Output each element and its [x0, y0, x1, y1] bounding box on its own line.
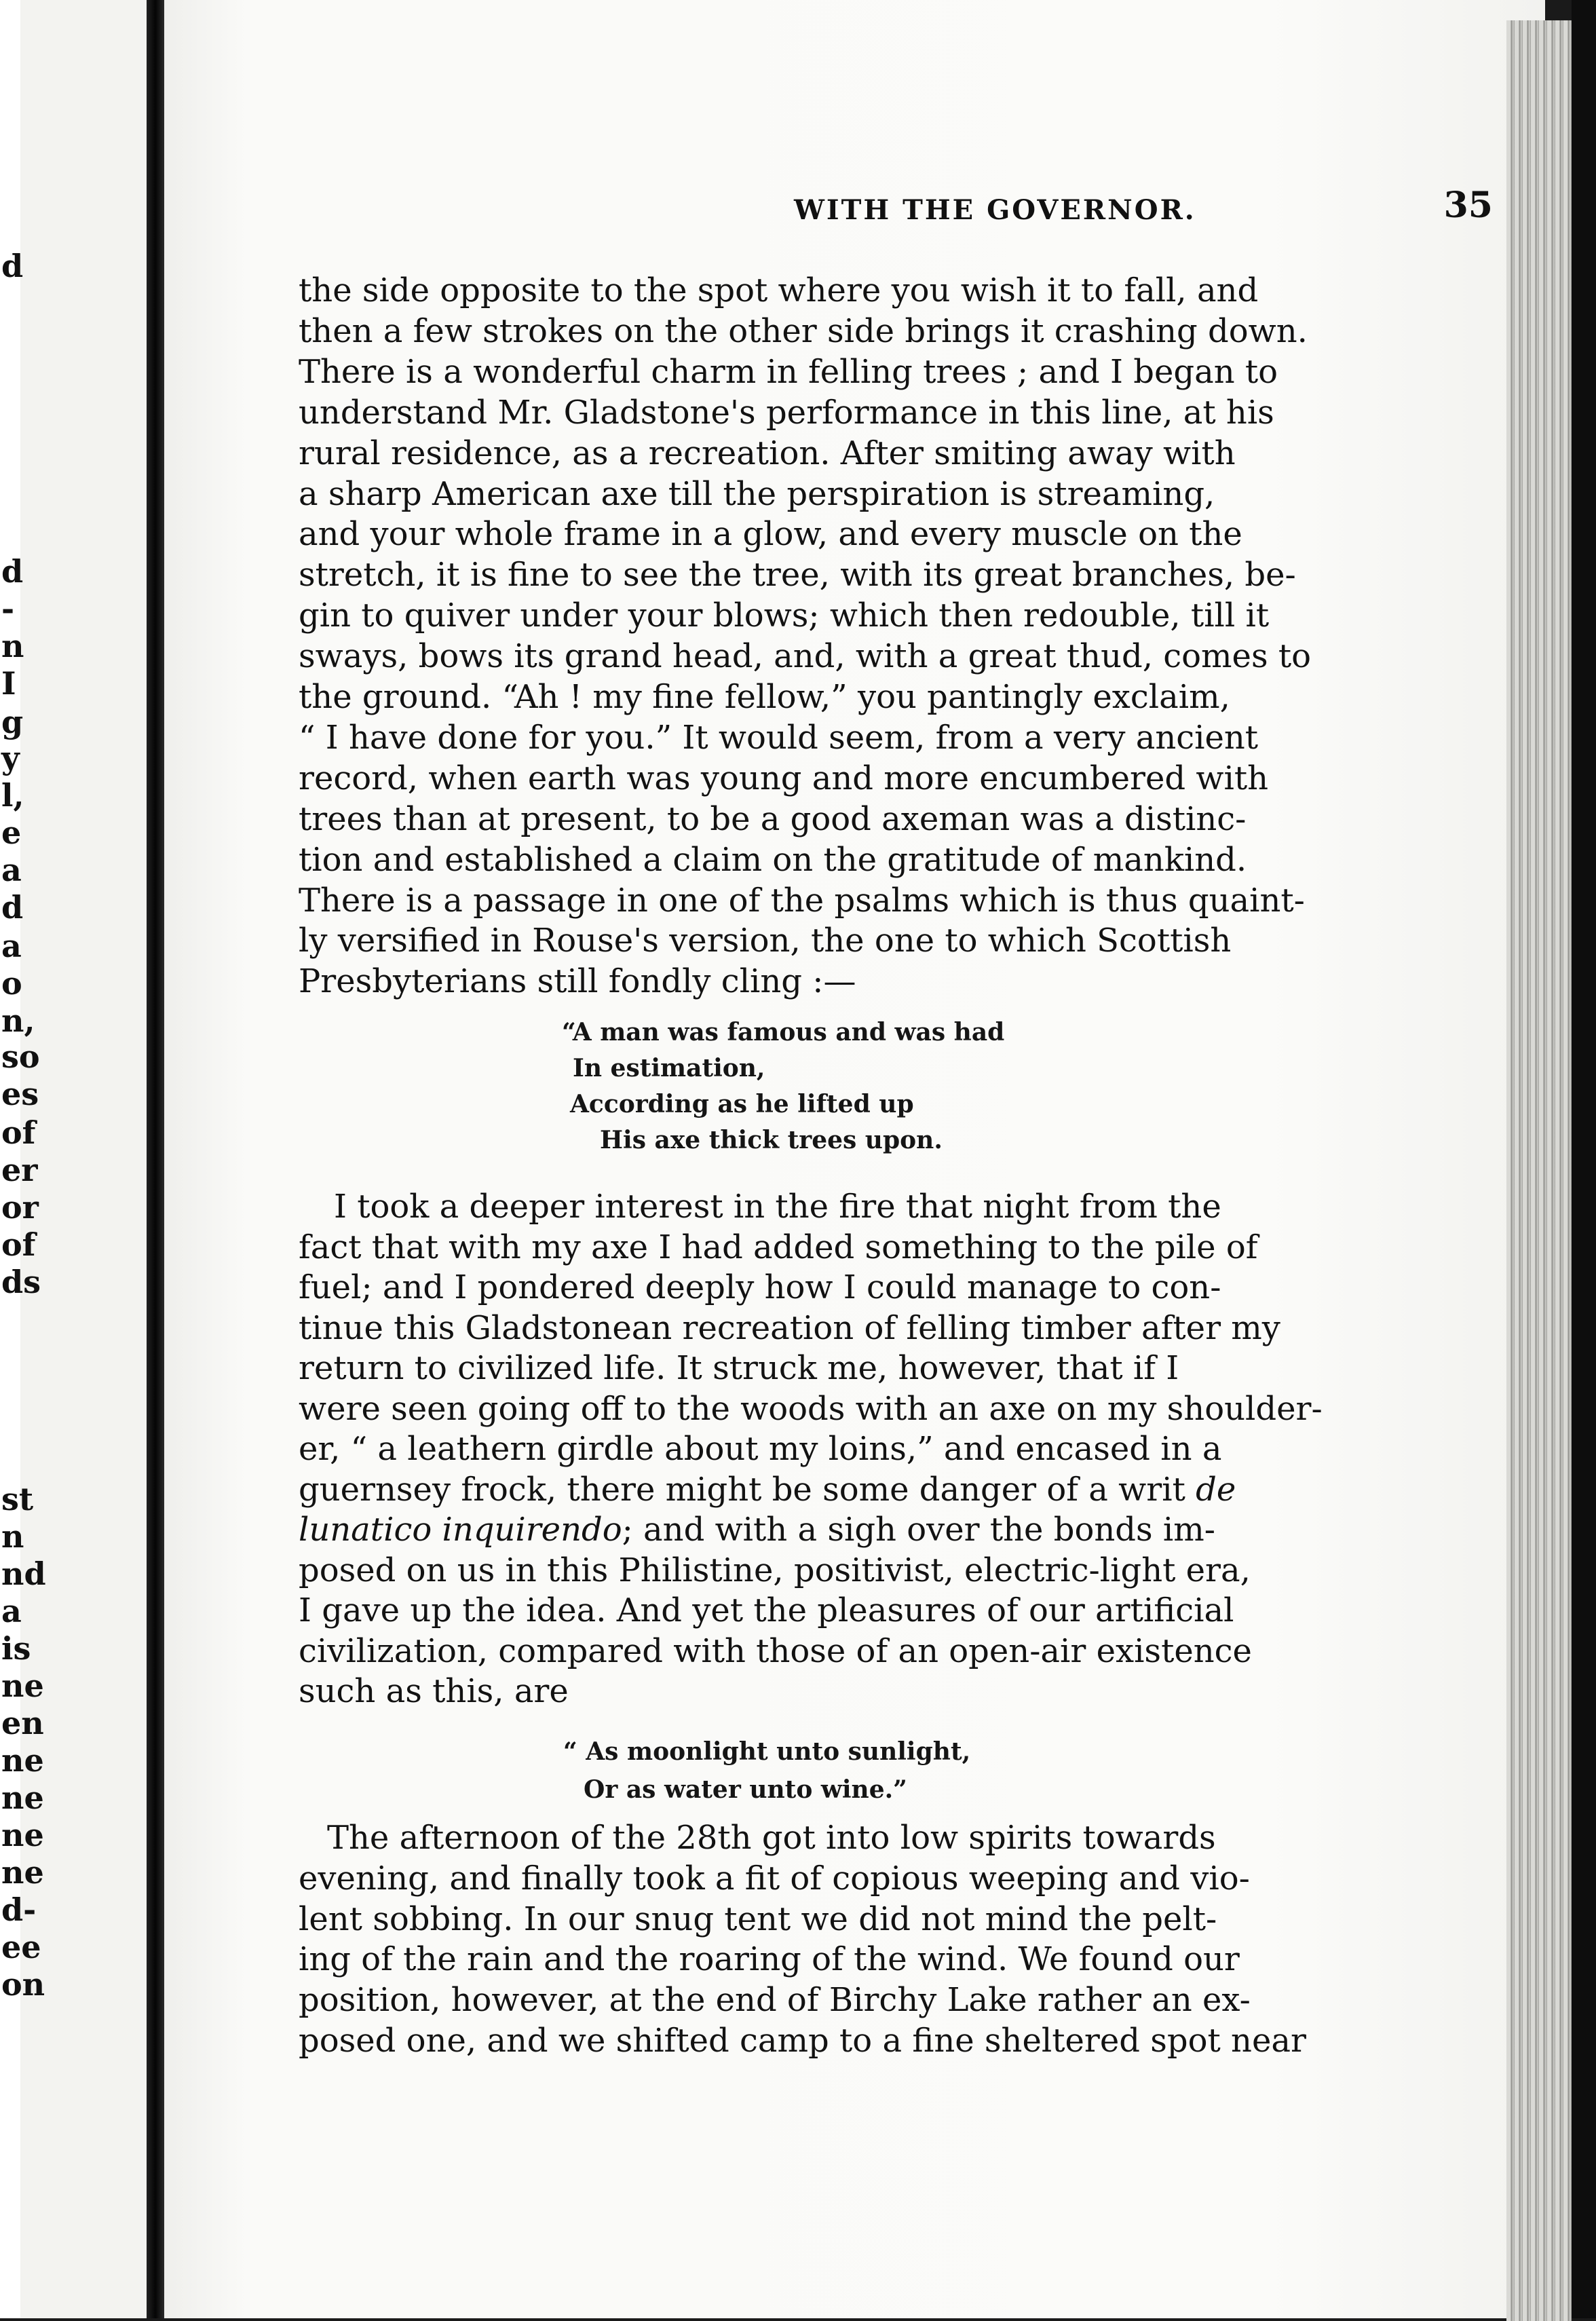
left-page-fragment: e	[1, 814, 22, 851]
left-page-fragment: d-	[1, 1891, 37, 1928]
left-page-fragment: d	[1, 553, 24, 590]
paragraph-2-line: were seen going off to the woods with an axe on my shoulder-	[299, 1389, 1323, 1428]
left-page-fragment: ee	[1, 1929, 41, 1965]
paragraph-2-line: I gave up the idea. And yet the pleasures of our artificial	[299, 1591, 1234, 1629]
verse-1-line: His axe thick trees upon.	[600, 1126, 943, 1154]
paragraph-2-line: lunatico inquirendo; and with a sigh over the bonds im-	[299, 1511, 1215, 1549]
left-page-fragment: nd	[1, 1555, 46, 1592]
left-page-fragment: -	[1, 590, 15, 627]
left-page-fragment: d	[1, 889, 24, 926]
left-page-fragment: or	[1, 1189, 39, 1226]
left-facing-page	[0, 0, 151, 2318]
paragraph-3-line: The afternoon of the 28th got into low spirits towards	[327, 1819, 1216, 1857]
paragraph-2-line: return to civilized life. It struck me, however, that if I	[299, 1349, 1179, 1387]
book-page	[164, 0, 1545, 2318]
running-head: WITH THE GOVERNOR.	[794, 194, 1196, 226]
left-page-fragment: I	[1, 665, 16, 702]
paragraph-1-line: Presbyterians still fondly cling :—	[299, 962, 856, 1001]
verse-1-line: “A man was famous and was had	[562, 1018, 1005, 1046]
paragraph-2-line: posed on us in this Philistine, positivist, electric-light era,	[299, 1551, 1251, 1589]
left-page-fragment: ds	[1, 1264, 41, 1300]
paragraph-1-line: There is a wonderful charm in felling trees ; and I began to	[299, 352, 1278, 391]
paragraph-2-line: fuel; and I pondered deeply how I could manage to con-	[299, 1268, 1221, 1306]
page-stack-edges	[1506, 20, 1572, 2321]
left-page-fragment: ne	[1, 1667, 44, 1704]
left-page-fragment: ne	[1, 1817, 44, 1853]
paragraph-1-line: stretch, it is fine to see the tree, with its great branches, be-	[299, 556, 1296, 595]
paragraph-1-line: trees than at present, to be a good axeman was a distinc-	[299, 799, 1247, 838]
paragraph-1-line: then a few strokes on the other side brings it crashing down.	[299, 312, 1308, 350]
verse-1-line: In estimation,	[573, 1054, 765, 1082]
paragraph-1-line: ly versified in Rouse's version, the one to which Scottish	[299, 922, 1232, 960]
left-page-fragment: of	[1, 1114, 36, 1151]
paragraph-2-line: such as this, are	[299, 1672, 569, 1710]
left-page-fragment: es	[1, 1076, 39, 1112]
left-page-fragment: on	[1, 1966, 45, 2003]
left-page-fragment: n,	[1, 1002, 35, 1039]
left-page-fragment: y	[1, 740, 20, 776]
paragraph-1-line: a sharp American axe till the perspiration is streaming,	[299, 474, 1215, 513]
verse-1-line: According as he lifted up	[570, 1090, 914, 1118]
book-gutter	[147, 0, 164, 2318]
left-page-fragment: n	[1, 628, 24, 664]
left-page-fragment: ne	[1, 1742, 44, 1779]
left-page-fragment: of	[1, 1226, 36, 1263]
paragraph-1-line: and your whole frame in a glow, and every muscle on the	[299, 515, 1242, 554]
left-page-fragment: a	[1, 1593, 22, 1629]
paragraph-1-line: the ground. “Ah ! my fine fellow,” you pantingly exclaim,	[299, 678, 1230, 716]
paragraph-1-line: rural residence, as a recreation. After smiting away with	[299, 434, 1236, 472]
page-body	[164, 0, 1545, 2318]
paragraph-3-line: posed one, and we shifted camp to a fine sheltered spot near	[299, 2022, 1306, 2060]
left-page-fragment: so	[1, 1038, 40, 1075]
left-page-fragment: a	[1, 928, 22, 964]
paragraph-1-line: understand Mr. Gladstone's performance in this line, at his	[299, 393, 1274, 432]
paragraph-1-line: gin to quiver under your blows; which then redouble, till it	[299, 597, 1270, 635]
paragraph-1-line: sways, bows its grand head, and, with a great thud, comes to	[299, 637, 1312, 676]
verse-2-line: “ As moonlight unto sunlight,	[563, 1737, 971, 1766]
paragraph-1-line: There is a passage in one of the psalms which is thus quaint-	[299, 881, 1305, 920]
left-page-fragment: o	[1, 965, 22, 1002]
paragraph-1-line: tion and established a claim on the gratitude of mankind.	[299, 840, 1247, 879]
paragraph-1-line: “ I have done for you.” It would seem, from a very ancient	[299, 718, 1259, 757]
left-page-fragment: er	[1, 1152, 38, 1188]
paragraph-3-line: position, however, at the end of Birchy Lake rather an ex-	[299, 1981, 1251, 2020]
paragraph-2-line: tinue this Gladstonean recreation of felling timber after my	[299, 1308, 1280, 1347]
paragraph-2-line: civilization, compared with those of an open-air existence	[299, 1631, 1252, 1670]
left-page-fragment: ne	[1, 1779, 44, 1816]
left-page-fragment: g	[1, 704, 24, 740]
paragraph-3-line: lent sobbing. In our snug tent we did not mind the pelt-	[299, 1900, 1217, 1938]
left-page-fragment: is	[1, 1630, 31, 1667]
paragraph-3-line: evening, and finally took a fit of copious weeping and vio-	[299, 1859, 1250, 1898]
paragraph-2-line: er, “ a leathern girdle about my loins,” and encased in a	[299, 1430, 1222, 1468]
paragraph-1-line: record, when earth was young and more encumbered with	[299, 759, 1269, 797]
left-page-fragment: d	[1, 248, 24, 284]
left-page-fragment: l,	[1, 777, 24, 814]
paragraph-2-line: fact that with my axe I had added something to the pile of	[299, 1228, 1258, 1266]
paragraph-2-line: guernsey frock, there might be some danger of a writ de	[299, 1470, 1236, 1509]
verse-2-line: Or as water unto wine.”	[584, 1775, 907, 1804]
left-page-text-fragments	[0, 0, 151, 2318]
left-page-fragment: st	[1, 1481, 34, 1517]
left-page-fragment: n	[1, 1518, 24, 1555]
paragraph-1-line: the side opposite to the spot where you wish it to fall, and	[299, 271, 1259, 309]
paragraph-2-line: I took a deeper interest in the fire that night from the	[334, 1188, 1221, 1226]
scan-border	[1572, 0, 1596, 2318]
left-page-fragment: ne	[1, 1854, 44, 1891]
paragraph-3-line: ing of the rain and the roaring of the wind. We found our	[299, 1940, 1240, 1979]
page-number: 35	[1443, 185, 1493, 226]
left-page-fragment: en	[1, 1705, 44, 1741]
left-page-fragment: a	[1, 852, 22, 888]
